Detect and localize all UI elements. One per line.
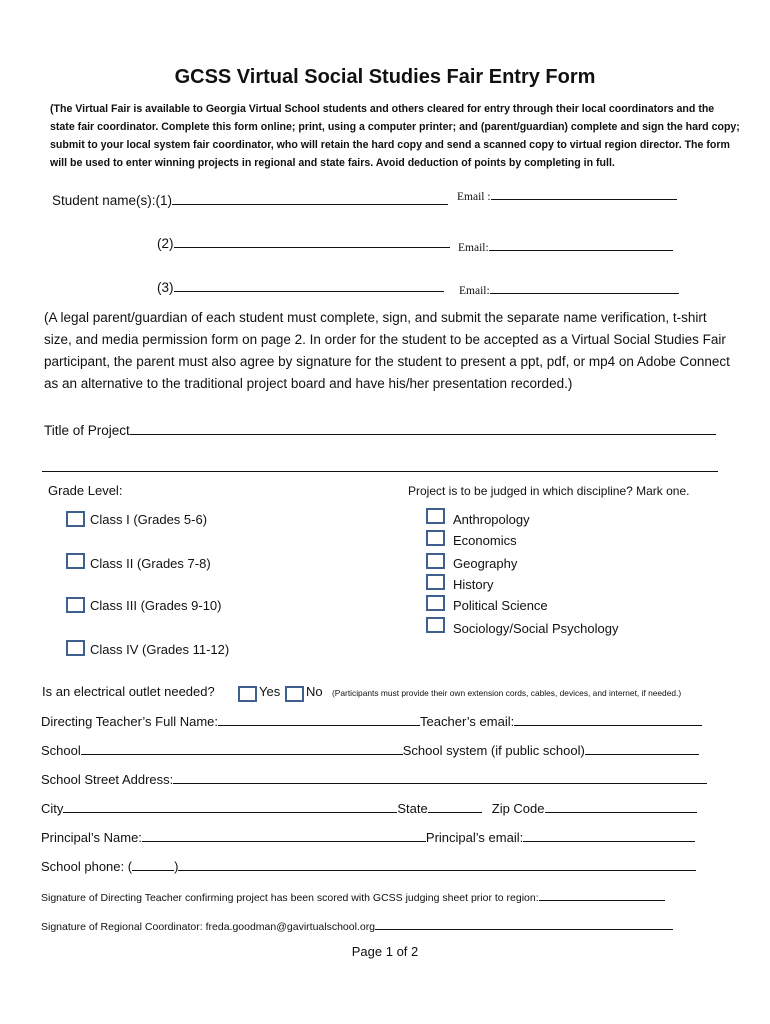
discipline-economics-label: Economics — [453, 533, 517, 548]
grade-class-2-checkbox[interactable] — [66, 553, 85, 569]
signature-coordinator-row — [41, 919, 673, 933]
email-row-2 — [458, 238, 673, 254]
signature-coordinator-field[interactable] — [375, 919, 673, 930]
phone-number-field[interactable] — [178, 858, 696, 871]
intro-text: (The Virtual Fair is available to Georgia Virtual School students and others cleared for entry through their local coordinators and the state fair coordinator. Complete this form online; print, using a computer printer; and (parent/guardian) complete and sign the hard copy; submit to your local system fair coordinator, who will retain the hard copy and send a scanned copy to virtual region director. The form will be used to enter winning projects in regional and state fairs. Avoid deduction of points by completing in full. — [50, 103, 740, 169]
discipline-geography-checkbox[interactable] — [426, 553, 445, 569]
email-2-label: Email: — [458, 242, 489, 254]
student-name-1-field[interactable] — [172, 192, 448, 205]
discipline-geography-label: Geography — [453, 556, 518, 571]
form-title: GCSS Virtual Social Studies Fair Entry Form — [174, 66, 596, 88]
email-row-3 — [459, 281, 679, 297]
grade-class-4-checkbox[interactable] — [66, 640, 85, 656]
zip-label: Zip Code — [491, 801, 545, 816]
discipline-anthropology-checkbox[interactable] — [426, 508, 445, 524]
zip-field[interactable] — [545, 800, 697, 813]
signature-teacher-row — [41, 890, 665, 904]
discipline-political-science-checkbox[interactable] — [426, 595, 445, 611]
principal-row — [41, 829, 695, 845]
principal-name-label: Principal’s Name: — [41, 830, 142, 845]
grade-class-4-label: Class IV (Grades 11-12) — [90, 642, 230, 657]
student-name-label: Student name(s):(1) — [52, 193, 173, 208]
outlet-no-label: No — [306, 684, 323, 699]
grade-class-3-checkbox[interactable] — [66, 597, 85, 613]
school-label: School — [41, 743, 81, 758]
state-field[interactable] — [428, 800, 482, 813]
title-of-project-field[interactable] — [130, 422, 716, 435]
outlet-yes-checkbox[interactable] — [238, 686, 257, 702]
signature-teacher-field[interactable] — [539, 890, 665, 901]
email-3-label: Email: — [459, 285, 490, 297]
signature-coordinator-label: Signature of Regional Coordinator: freda.goodman@gavirtualschool.org — [41, 921, 376, 933]
phone-label: School phone: ( — [41, 859, 133, 874]
email-2-field[interactable] — [489, 238, 673, 251]
grade-class-1-checkbox[interactable] — [66, 511, 85, 527]
teacher-name-label: Directing Teacher’s Full Name: — [41, 714, 219, 729]
grade-class-3-label: Class III (Grades 9-10) — [90, 598, 222, 613]
title-of-project-row — [44, 422, 716, 438]
grade-level-label: Grade Level: — [48, 483, 123, 498]
student-name-3-field[interactable] — [174, 279, 444, 292]
email-row-1 — [457, 187, 677, 203]
city-field[interactable] — [63, 800, 397, 813]
teacher-email-label: Teacher’s email: — [420, 714, 515, 729]
discipline-political-science-label: Political Science — [453, 598, 548, 613]
teacher-row — [41, 713, 702, 729]
email-1-label: Email : — [457, 191, 491, 203]
student-3-label: (3) — [157, 280, 174, 295]
student-name-row-2 — [157, 235, 450, 251]
school-system-label: School system (if public school) — [402, 743, 585, 758]
outlet-note: (Participants must provide their own extension cords, cables, devices, and internet, if needed.) — [332, 688, 682, 698]
phone-area-code-field[interactable] — [132, 858, 174, 871]
outlet-no-checkbox[interactable] — [285, 686, 304, 702]
teacher-email-field[interactable] — [514, 713, 702, 726]
city-row — [41, 800, 697, 816]
page-number: Page 1 of 2 — [351, 944, 419, 959]
phone-row — [41, 858, 696, 874]
phone-close-paren: ) — [174, 859, 179, 874]
school-system-field[interactable] — [585, 742, 699, 755]
school-field[interactable] — [81, 742, 403, 755]
principal-name-field[interactable] — [142, 829, 426, 842]
principal-email-label: Principal’s email: — [425, 830, 524, 845]
outlet-yes-label: Yes — [259, 684, 281, 699]
signature-teacher-label: Signature of Directing Teacher confirming project has been scored with GCSS judging sheet prior to region: — [41, 892, 539, 904]
grade-class-2-label: Class II (Grades 7-8) — [90, 556, 211, 571]
discipline-anthropology-label: Anthropology — [453, 512, 530, 527]
state-label: State — [397, 801, 428, 816]
discipline-history-label: History — [453, 577, 494, 592]
grade-class-1-label: Class I (Grades 5-6) — [90, 512, 208, 527]
school-row — [41, 742, 699, 758]
street-row — [41, 771, 707, 787]
student-name-2-field[interactable] — [174, 235, 450, 248]
discipline-sociology-label: Sociology/Social Psychology — [453, 621, 619, 636]
discipline-economics-checkbox[interactable] — [426, 530, 445, 546]
parent-note: (A legal parent/guardian of each student must complete, sign, and submit the separate name verification, t-shirt size, and media permission form on page 2. In order for the student to be accepted as a Virtual Social Studies Fair participant, the parent must also agree by signature for the student to present a ppt, pdf, or mp4 on Adobe Connect as an alternative to the traditional project board and have his/her presentation recorded.) — [44, 310, 730, 391]
student-name-row-1 — [52, 192, 448, 208]
discipline-sociology-checkbox[interactable] — [426, 617, 445, 633]
discipline-label: Project is to be judged in which discipline? Mark one. — [408, 484, 690, 498]
email-1-field[interactable] — [491, 187, 677, 200]
title-of-project-label: Title of Project — [44, 423, 130, 438]
street-label: School Street Address: — [41, 772, 174, 787]
discipline-history-checkbox[interactable] — [426, 574, 445, 590]
outlet-label: Is an electrical outlet needed? — [42, 684, 215, 699]
principal-email-field[interactable] — [523, 829, 695, 842]
street-field[interactable] — [173, 771, 707, 784]
title-of-project-line-2[interactable] — [42, 470, 718, 472]
teacher-name-field[interactable] — [218, 713, 420, 726]
city-label: City — [41, 801, 64, 816]
student-name-row-3 — [157, 279, 444, 295]
email-3-field[interactable] — [490, 281, 679, 294]
student-2-label: (2) — [157, 236, 174, 251]
